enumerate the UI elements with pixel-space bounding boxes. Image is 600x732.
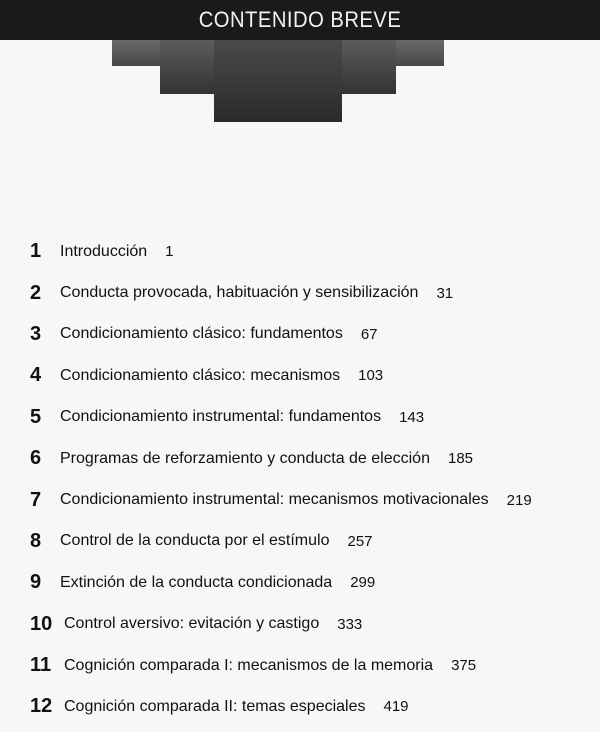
chapter-page: 31 <box>436 284 454 302</box>
toc-entry <box>30 438 590 479</box>
toc-entry <box>30 314 590 355</box>
toc-entry <box>30 231 590 272</box>
toc-entry <box>30 521 590 562</box>
chapter-page: 419 <box>383 698 409 716</box>
chapter-page: 103 <box>358 367 384 385</box>
page-title: CONTENIDO BREVE <box>198 7 402 32</box>
chapter-title: Condicionamiento instrumental: fundamentos <box>60 408 382 426</box>
chapter-title: Introducción <box>60 242 148 260</box>
chapter-number: 7 <box>30 488 42 511</box>
chapter-page: 299 <box>350 574 376 592</box>
chapter-number: 11 <box>30 654 52 677</box>
table-of-contents <box>30 231 590 728</box>
chapter-page: 333 <box>337 615 363 633</box>
chapter-title: Control aversivo: evitación y castigo <box>64 615 320 633</box>
decorative-block-inner-right <box>338 40 396 94</box>
decorative-block-outer-right <box>392 40 444 66</box>
chapter-number: 2 <box>30 281 42 304</box>
toc-entry <box>30 397 590 438</box>
chapter-title: Programas de reforzamiento y conducta de elección <box>60 449 430 467</box>
chapter-page: 185 <box>447 450 474 468</box>
chapter-number: 1 <box>30 240 42 263</box>
chapter-title: Control de la conducta por el estímulo <box>60 532 330 550</box>
chapter-title: Conducta provocada, habituación y sensibilización <box>60 284 419 302</box>
chapter-page: 257 <box>347 532 373 550</box>
chapter-number: 12 <box>30 695 53 718</box>
decorative-block-center <box>214 40 342 122</box>
toc-entry <box>30 604 590 645</box>
chapter-number: 6 <box>30 447 42 470</box>
chapter-page: 219 <box>506 491 532 509</box>
chapter-title: Cognición comparada II: temas especiales <box>64 697 366 715</box>
chapter-title: Condicionamiento instrumental: mecanismos motivacionales <box>60 491 489 509</box>
chapter-number: 9 <box>30 571 42 594</box>
chapter-number: 8 <box>30 529 42 552</box>
toc-entry <box>30 562 590 603</box>
toc-entry <box>30 479 590 520</box>
toc-entry <box>30 272 590 313</box>
chapter-title: Condicionamiento clásico: mecanismos <box>60 366 341 384</box>
chapter-page: 1 <box>165 243 174 261</box>
chapter-title: Extinción de la conducta condicionada <box>60 573 333 591</box>
chapter-page: 143 <box>399 408 425 426</box>
chapter-page: 67 <box>360 325 378 343</box>
toc-entry <box>30 645 590 686</box>
decorative-block-outer-left <box>112 40 164 66</box>
chapter-number: 10 <box>30 612 53 635</box>
toc-entry <box>30 355 590 396</box>
toc-entry <box>30 686 590 727</box>
decorative-block-inner-left <box>160 40 218 94</box>
chapter-page: 375 <box>451 657 477 675</box>
chapter-title: Condicionamiento clásico: fundamentos <box>60 325 343 343</box>
chapter-number: 4 <box>30 364 42 387</box>
chapter-number: 3 <box>30 322 42 345</box>
chapter-number: 5 <box>30 405 42 428</box>
chapter-title: Cognición comparada I: mecanismos de la memoria <box>64 656 434 674</box>
